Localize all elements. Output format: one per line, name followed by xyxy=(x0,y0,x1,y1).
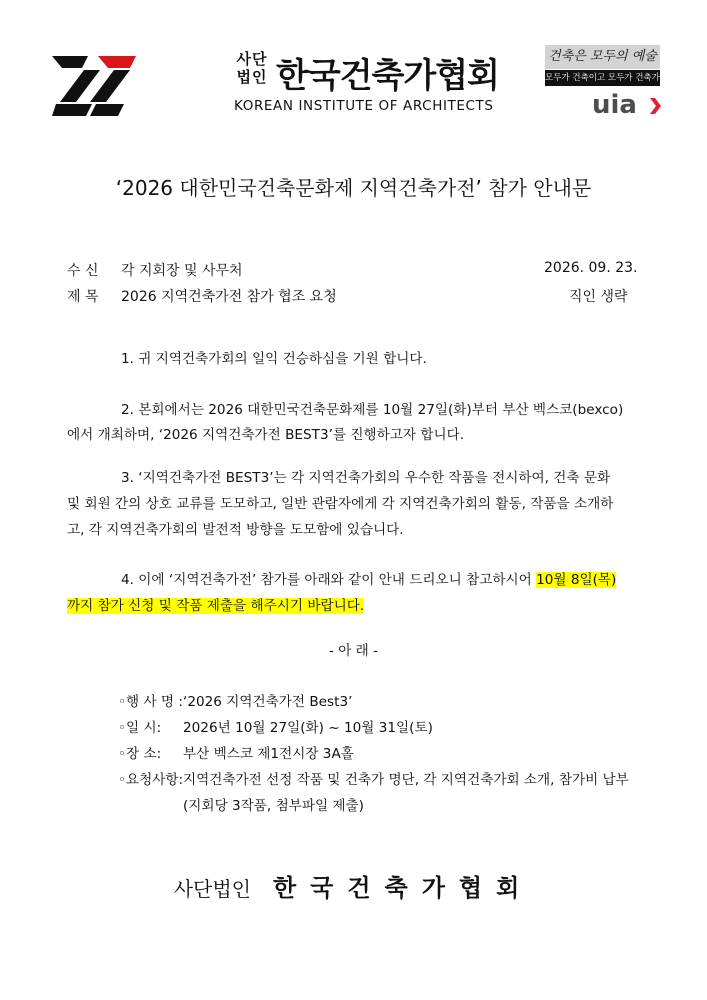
request-label: ◦요청사항: xyxy=(118,772,184,788)
seal-omitted-note: 직인 생략 xyxy=(569,289,628,305)
deadline-highlight-continued: 까지 참가 신청 및 작품 제출을 해주시기 바랍니다. xyxy=(67,598,365,614)
event-date-label: ◦일 시: xyxy=(118,720,162,736)
event-name-value: ‘2026 지역건축가전 Best3’ xyxy=(183,694,353,710)
event-place-value: 부산 벡스코 제1전시장 3A홀 xyxy=(183,746,354,762)
recipient-label: 수 신 xyxy=(67,263,99,279)
chevron-right-icon xyxy=(648,96,662,116)
kia-logo-icon xyxy=(52,52,136,120)
signature xyxy=(0,868,707,903)
subject-label: 제 목 xyxy=(67,289,99,305)
paragraph-2-line-2: 에서 개최하며, ‘2026 지역건축가전 BEST3’를 진행하고자 합니다. xyxy=(67,427,465,443)
below-heading: - 아 래 - xyxy=(328,643,379,659)
slogan-bottom: 모두가 건축이고 모두가 건축가다 xyxy=(545,70,660,86)
subject-value: 2026 지역건축가전 참가 협조 요청 xyxy=(121,289,337,305)
paragraph-1: 1. 귀 지역건축가회의 일익 건승하심을 기원 합니다. xyxy=(121,351,427,367)
slogan-badge xyxy=(545,45,669,87)
signature-name: 한국건축가협회 xyxy=(272,874,534,902)
paragraph-3-line-3: 고, 각 지역건축가회의 발전적 방향을 도모함에 있습니다. xyxy=(67,522,404,538)
deadline-highlight: 10월 8일(목) xyxy=(536,572,617,588)
paragraph-4-text: 4. 이에 ‘지역건축가전’ 참가를 아래와 같이 안내 드리오니 참고하시어 xyxy=(121,572,537,588)
request-value-line-2: (지회당 3작품, 첨부파일 제출) xyxy=(183,798,364,814)
signature-prefix: 사단법인 xyxy=(173,877,251,901)
uia-logo: uia xyxy=(592,90,637,120)
document-date: 2026. 09. 23. xyxy=(544,260,638,276)
paragraph-2-line-1: 2. 본회에서는 2026 대한민국건축문화제를 10월 27일(화)부터 부산 벡스코(bexco) xyxy=(121,402,624,418)
recipient-value: 각 지회장 및 사무처 xyxy=(121,263,243,279)
event-name-label: ◦행 사 명 : xyxy=(118,694,183,710)
event-date-value: 2026년 10월 27일(화) ~ 10월 31일(토) xyxy=(183,720,433,736)
document-title: ‘2026 대한민국건축문화제 지역건축가전’ 참가 안내문 xyxy=(115,176,592,200)
org-prefix: 사단 법인 xyxy=(236,50,268,86)
paragraph-3-line-1: 3. ‘지역건축가전 BEST3’는 각 지역건축가회의 우수한 작품을 전시하여, 건축 문화 xyxy=(121,470,611,486)
org-name: 한국건축가협회 xyxy=(276,56,499,96)
paragraph-3-line-2: 및 회원 간의 상호 교류를 도모하고, 일반 관람자에게 각 지역건축가회의 활동, 작품을 소개하 xyxy=(67,496,614,512)
paragraph-4-line-1 xyxy=(121,570,616,590)
slogan-top: 건축은 모두의 예술 xyxy=(545,45,660,69)
request-value-line-1: 지역건축가전 선정 작품 및 건축가 명단, 각 지역건축가회 소개, 참가비 납부 xyxy=(183,772,629,788)
paragraph-4-line-2 xyxy=(67,596,364,616)
org-name-english: KOREAN INSTITUTE OF ARCHITECTS xyxy=(234,98,494,114)
event-place-label: ◦장 소: xyxy=(118,746,162,762)
